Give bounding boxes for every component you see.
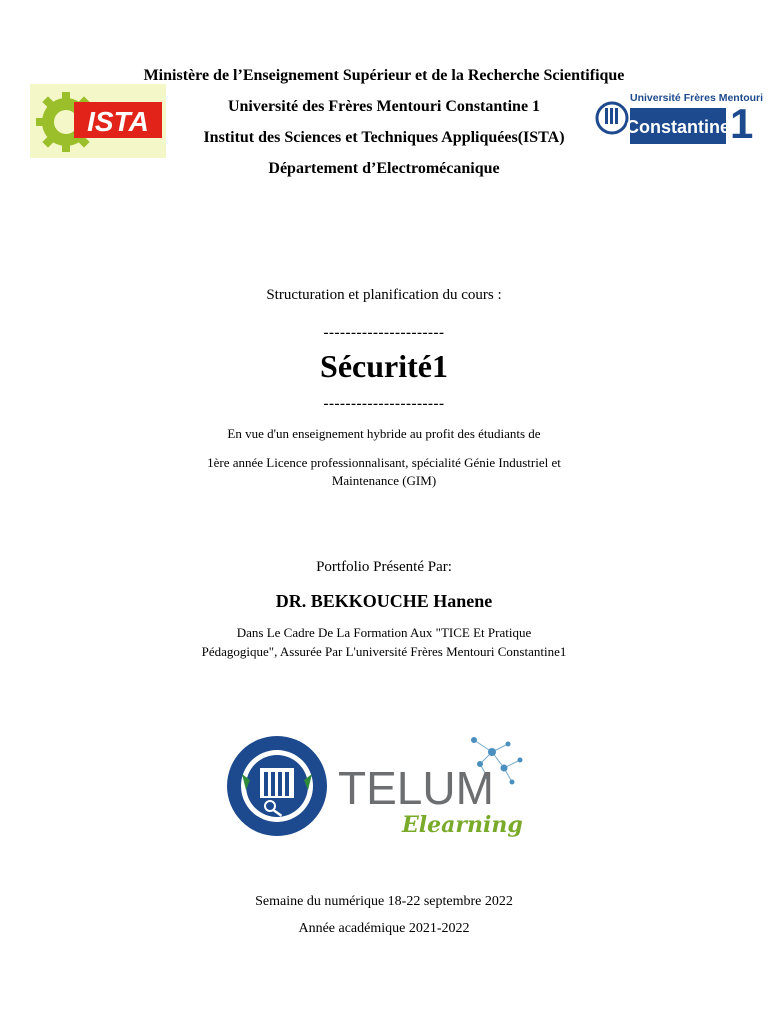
umc-logo — [596, 86, 764, 150]
course-purpose: En vue d'un enseignement hybride au profit des étudiants de — [227, 426, 541, 441]
university-heading: Université des Frères Mentouri Constantine 1 — [227, 98, 541, 115]
separator-top: ---------------------- — [323, 325, 445, 341]
telum-name: TELUM — [338, 762, 494, 814]
umc-logo-line2: Constantine — [625, 117, 731, 137]
institute-heading: Institut des Sciences et Techniques Appliquées(ISTA) — [203, 129, 565, 146]
umc-logo-line1: Université Frères Mentouri — [630, 92, 764, 104]
presenter-context-line1: Dans Le Cadre De La Formation Aux "TICE Et Pratique — [236, 625, 532, 640]
course-intro: Structuration et planification du cours : — [266, 287, 502, 303]
footer-week: Semaine du numérique 18-22 septembre 2022 — [255, 894, 513, 909]
umc-emblem-logo — [222, 734, 332, 838]
department-heading: Département d’Electromécanique — [268, 160, 500, 177]
footer-year: Année académique 2021-2022 — [298, 921, 470, 936]
ista-logo-text: ISTA — [87, 106, 149, 137]
presenter-context-line2: Pédagogique", Assurée Par L'université Frères Mentouri Constantine1 — [201, 644, 567, 659]
course-audience-line2: Maintenance (GIM) — [331, 473, 437, 488]
course-title: Sécurité1 — [320, 348, 448, 384]
ministry-heading: Ministère de l’Enseignement Supérieur et de la Recherche Scientifique — [143, 67, 625, 84]
umc-logo-number: 1 — [730, 100, 754, 147]
presenter-name: DR. BEKKOUCHE Hanene — [275, 591, 493, 611]
telum-logo — [336, 730, 526, 840]
presenter-label: Portfolio Présenté Par: — [316, 559, 452, 575]
separator-bottom: ---------------------- — [323, 396, 445, 412]
telum-subtitle: Elearning — [402, 812, 523, 838]
ista-logo — [30, 84, 166, 158]
course-audience-line1: 1ère année Licence professionnalisant, spécialité Génie Industriel et — [207, 455, 561, 470]
